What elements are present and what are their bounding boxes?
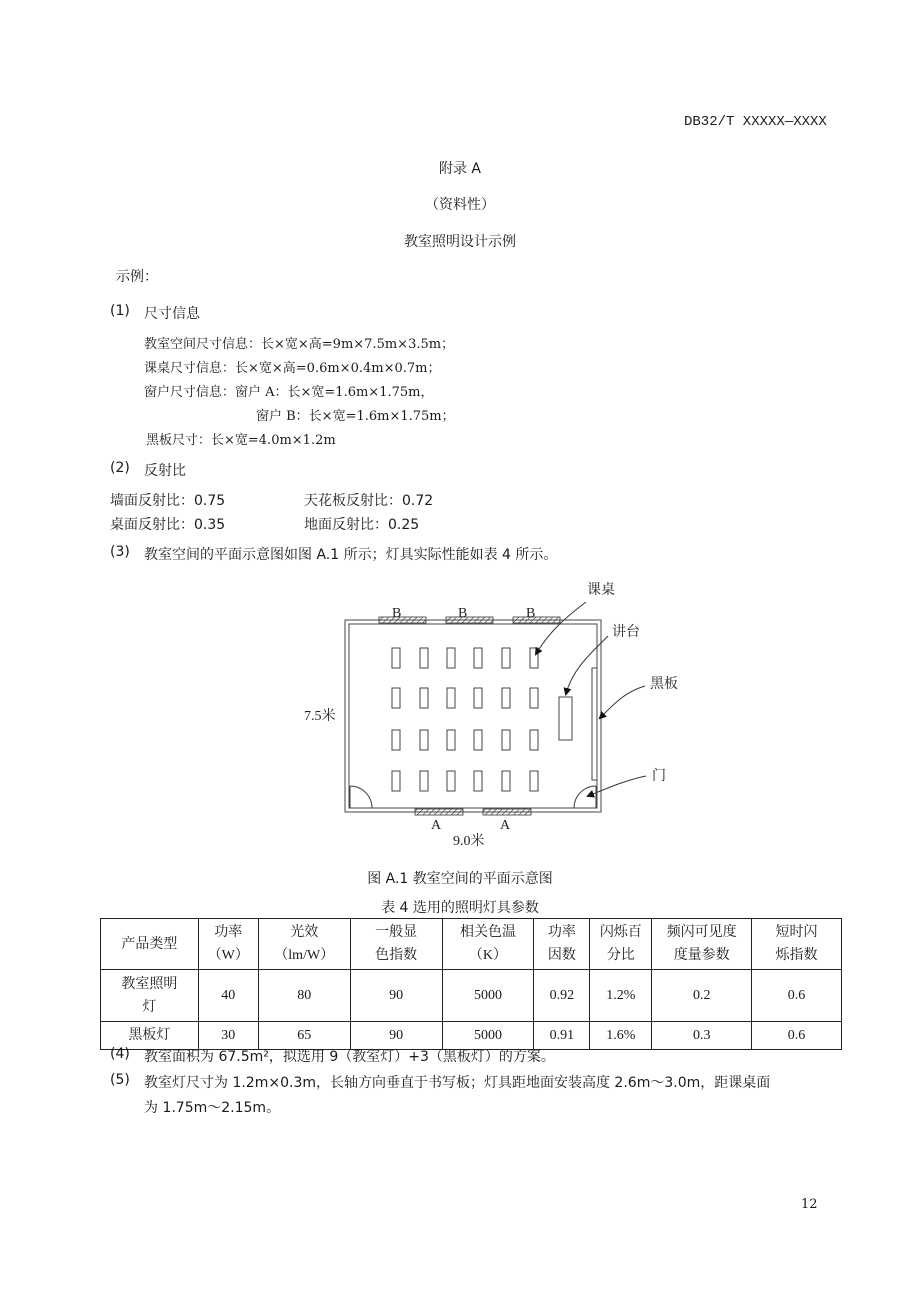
window-b-label: B (458, 606, 468, 621)
table-cell: 0.3 (652, 1022, 752, 1050)
desk (474, 771, 482, 791)
table-header-cell: 产品类型 (101, 919, 199, 970)
table-cell: 65 (258, 1022, 350, 1050)
window-a (415, 809, 463, 815)
desk (447, 688, 455, 708)
table-cell: 1.6% (590, 1022, 652, 1050)
example-label: 示例： (116, 269, 158, 285)
desk (420, 730, 428, 750)
table-header-cell: 功率 （W） (198, 919, 258, 970)
table-cell: 0.6 (752, 970, 842, 1022)
table-cell: 80 (258, 970, 350, 1022)
podium-label: 讲台 (612, 624, 640, 640)
desk (530, 730, 538, 750)
figure-caption: 图 A.1 教室空间的平面示意图 (367, 871, 553, 887)
table-cell: 0.2 (652, 970, 752, 1022)
section1-line: 窗户尺寸信息：窗户 A：长×宽=1.6m×1.75m， (144, 385, 434, 400)
table-cell: 5000 (442, 970, 534, 1022)
window-b-label: B (526, 606, 536, 621)
table-cell: 1.2% (590, 970, 652, 1022)
window-b (513, 617, 560, 623)
length-label: 9.0米 (453, 834, 485, 849)
section5-number: (5) (110, 1072, 130, 1088)
table-cell: 5000 (442, 1022, 534, 1050)
window-b (446, 617, 493, 623)
appendix-subtitle: 教室照明设计示例 (404, 234, 516, 250)
desk (474, 730, 482, 750)
desk (474, 648, 482, 668)
table-cell: 40 (198, 970, 258, 1022)
desk (447, 730, 455, 750)
table-header-row (101, 919, 842, 970)
section1-number: (1) (110, 303, 130, 319)
table-header-cell: 短时闪 烁指数 (752, 919, 842, 970)
section4-text: 教室面积为 67.5m²，拟选用 9（教室灯）+3（黑板灯）的方案。 (144, 1049, 555, 1065)
desk (447, 648, 455, 668)
desk-label: 课桌 (587, 582, 615, 598)
table-cell: 90 (350, 970, 442, 1022)
reflectance-item (304, 490, 433, 510)
width-label: 7.5米 (304, 709, 336, 724)
desk (530, 648, 538, 668)
appendix-title: 附录 A (438, 161, 482, 177)
table-header-cell: 光效 （lm/W） (258, 919, 350, 970)
reflectance-item (110, 490, 225, 510)
section1-line: 课桌尺寸信息：长×宽×高=0.6m×0.4m×0.7m； (144, 361, 441, 376)
desk-leader-line (536, 602, 586, 654)
table-cell-type: 教室照明 灯 (101, 970, 199, 1022)
section1-line: 窗户 B：长×宽=1.6m×1.75m； (256, 409, 455, 424)
window-a (483, 809, 531, 815)
desk (502, 688, 510, 708)
table-header-cell: 频闪可见度 度量参数 (652, 919, 752, 970)
section1-line: 黑板尺寸：长×宽=4.0m×1.2m (146, 433, 336, 448)
reflectance-label: 墙面反射比： (110, 493, 194, 509)
desk (392, 730, 400, 750)
door-right (574, 786, 596, 808)
table-cell: 0.91 (534, 1022, 590, 1050)
section5-text-line1: 教室灯尺寸为 1.2m×0.3m，长轴方向垂直于书写板；灯具距地面安装高度 2.6m～3.0m，距课桌面 (144, 1075, 771, 1091)
desk (447, 771, 455, 791)
inner-wall (349, 624, 597, 808)
reflectance-value: 0.72 (402, 493, 434, 509)
reflectance-value: 0.75 (194, 493, 226, 509)
table-cell: 0.6 (752, 1022, 842, 1050)
table-caption: 表 4 选用的照明灯具参数 (381, 900, 539, 916)
section2-title: 反射比 (144, 463, 186, 479)
desk (420, 688, 428, 708)
section4-number: (4) (110, 1046, 130, 1062)
table-header-cell: 一般显 色指数 (350, 919, 442, 970)
reflectance-item (304, 514, 419, 534)
section2-number: (2) (110, 460, 130, 476)
section3-number: (3) (110, 544, 130, 560)
desk (502, 648, 510, 668)
reflectance-value: 0.35 (194, 517, 226, 533)
podium (559, 697, 572, 740)
desk (420, 648, 428, 668)
desk (392, 771, 400, 791)
section5-text-line2: 为 1.75m～2.15m。 (144, 1100, 281, 1116)
section3-text: 教室空间的平面示意图如图 A.1 所示；灯具实际性能如表 4 所示。 (144, 547, 558, 563)
section1-line: 教室空间尺寸信息：长×宽×高=9m×7.5m×3.5m； (144, 337, 455, 352)
appendix-nature: （资料性） (425, 197, 495, 213)
reflectance-label: 天花板反射比： (304, 493, 402, 509)
table-cell: 30 (198, 1022, 258, 1050)
desk (502, 771, 510, 791)
desk (420, 771, 428, 791)
desk (530, 688, 538, 708)
page-number: 12 (801, 1197, 818, 1212)
table-row (101, 970, 842, 1022)
desk (474, 688, 482, 708)
doc-code: DB32/T XXXXX—XXXX (684, 114, 827, 130)
luminaire-parameters-table (100, 918, 842, 1050)
door-label: 门 (652, 768, 666, 784)
podium-leader-line (566, 636, 608, 694)
desk (392, 688, 400, 708)
table-header-cell: 功率 因数 (534, 919, 590, 970)
window-a-label: A (431, 818, 442, 833)
window-b (379, 617, 426, 623)
reflectance-label: 地面反射比： (304, 517, 388, 533)
outer-wall (345, 620, 601, 812)
blackboard-leader-line (600, 686, 645, 718)
desk (392, 648, 400, 668)
section1-title: 尺寸信息 (144, 306, 200, 322)
window-b-label: B (392, 606, 402, 621)
reflectance-value: 0.25 (388, 517, 420, 533)
desk-grid (392, 648, 538, 791)
blackboard-label: 黑板 (650, 676, 678, 692)
blackboard (592, 668, 597, 780)
window-a-label: A (500, 818, 511, 833)
table-header-cell: 相关色温 （K） (442, 919, 534, 970)
reflectance-item (110, 514, 225, 534)
desk (502, 730, 510, 750)
table-header-cell: 闪烁百 分比 (590, 919, 652, 970)
reflectance-label: 桌面反射比： (110, 517, 194, 533)
table-cell: 90 (350, 1022, 442, 1050)
door-left (350, 786, 372, 808)
table-cell: 0.92 (534, 970, 590, 1022)
desk (530, 771, 538, 791)
classroom-floor-plan (290, 574, 710, 860)
table-cell-type: 黑板灯 (101, 1022, 199, 1050)
